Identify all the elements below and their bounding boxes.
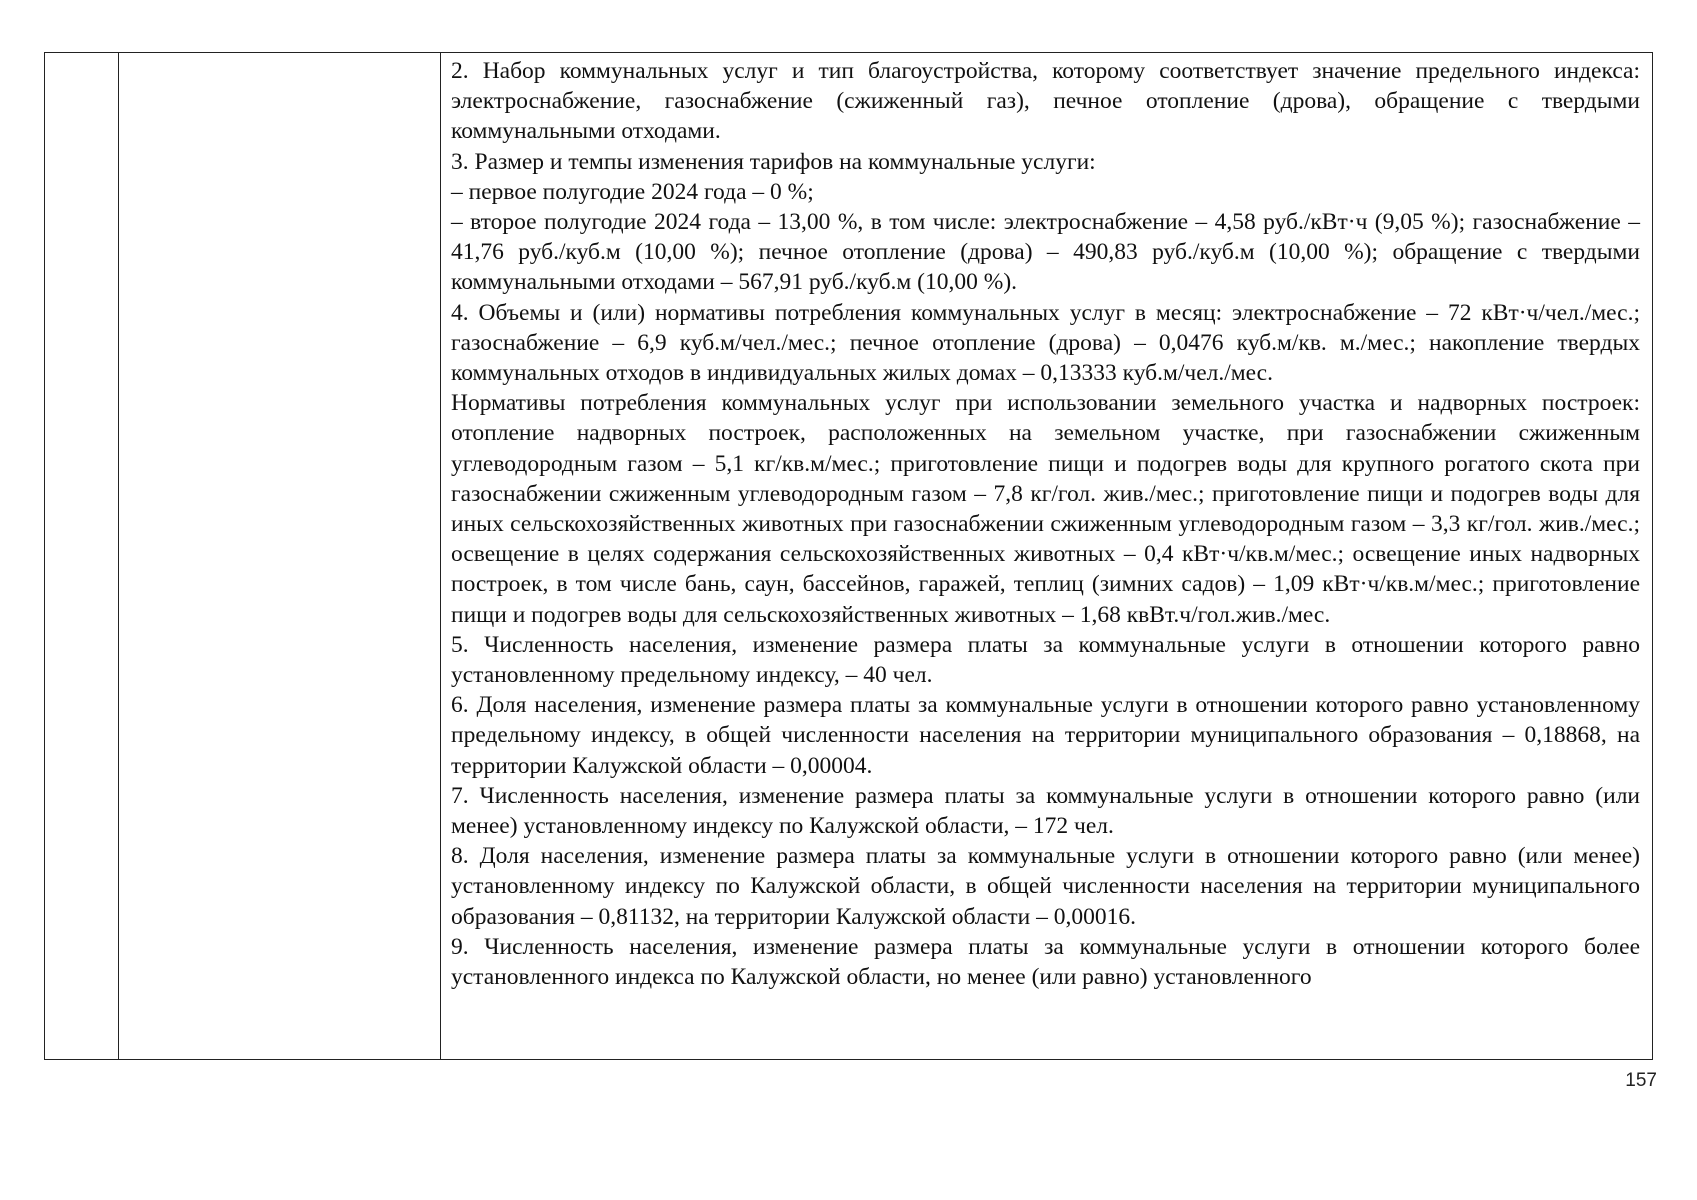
- document-table: [44, 52, 1653, 1060]
- table-column-number: [45, 53, 119, 1059]
- paragraph-population-equal-index: 5. Численность населения, изменение размера платы за коммунальные услуги в отношении которого равно установленному предельному индексу, – 40 чел.: [451, 631, 1640, 689]
- paragraph-second-half-year: – второе полугодие 2024 года – 13,00 %, в том числе: электроснабжение – 4,58 руб./кВт·ч (9,05 %); газоснабжение – 41,76 руб./куб.м (10,00 %); печное отопление (дрова) – 490,83 руб./куб.м (10,00 %); обращение с твердыми коммунальными отходами – 567,91 руб./куб.м (10,00 %).: [451, 209, 1640, 296]
- paragraph-land-plot-norms: Нормативы потребления коммунальных услуг при использовании земельного участка и надворных построек: отопление надворных построек, расположенных на земельном участке, при газоснабжении сжиженным углеводородным газом – 5,1 кг/кв.м/мес.; приготовление пищи и подогрев воды для крупного рогатого скота при газоснабжении сжиженным углеводородным газом – 7,8 кг/гол. жив./мес.; приготовление пищи и подогрев воды для иных сельскохозяйственных животных при газоснабжении сжиженным углеводородным газом – 3,3 кг/гол. жив./мес.; освещение в целях содержания сельскохозяйственных животных – 0,4 кВт·ч/кв.м/мес.; освещение иных надворных построек, в том числе бань, саун, бассейнов, гаражей, теплиц (зимних садов) – 1,09 кВт·ч/кв.м/мес.; приготовление пищи и подогрев воды для сельскохозяйственных животных – 1,68 квВт.ч/гол.жив./мес.: [451, 390, 1640, 628]
- paragraph-service-set: 2. Набор коммунальных услуг и тип благоустройства, которому соответствует значение предельного индекса: электроснабжение, газоснабжение (сжиженный газ), печное отопление (дрова), обращение с твердыми коммунальными отходами.: [451, 58, 1640, 145]
- paragraph-population-regional-index: 7. Численность населения, изменение размера платы за коммунальные услуги в отношении которого равно (или менее) установленному индексу по Калужской области, – 172 чел.: [451, 782, 1640, 840]
- page-number: 157: [1625, 1070, 1657, 1091]
- paragraph-share-regional-index: 8. Доля населения, изменение размера платы за коммунальные услуги в отношении которого равно (или менее) установленному индексу по Калужской области, в общей численности населения на территории муниципального образования – 0,81132, на территории Калужской области – 0,00016.: [451, 843, 1640, 930]
- paragraph-population-above-index: 9. Численность населения, изменение размера платы за коммунальные услуги в отношении которого более установленного индекса по Калужской области, но менее (или равно) установленного: [451, 933, 1640, 991]
- paragraph-consumption-volumes: 4. Объемы и (или) нормативы потребления коммунальных услуг в месяц: электроснабжение – 72 кВт·ч/чел./мес.; газоснабжение – 6,9 куб.м/чел./мес.; печное отопление (дрова) – 0,0476 куб.м/кв. м./мес.; накопление твердых коммунальных отходов в индивидуальных жилых домах – 0,13333 куб.м/чел./мес.: [451, 299, 1640, 387]
- paragraph-tariffs-heading: 3. Размер и темпы изменения тарифов на коммунальные услуги:: [451, 148, 1096, 175]
- paragraph-share-equal-index: 6. Доля населения, изменение размера платы за коммунальные услуги в отношении которого равно установленному предельному индексу, в общей численности населения на территории муниципального образования – 0,18868, на территории Калужской области – 0,00004.: [451, 692, 1640, 779]
- table-column-content: [441, 53, 1652, 1059]
- table-column-name: [119, 53, 441, 1059]
- paragraph-first-half-year: – первое полугодие 2024 года – 0 %;: [451, 178, 814, 205]
